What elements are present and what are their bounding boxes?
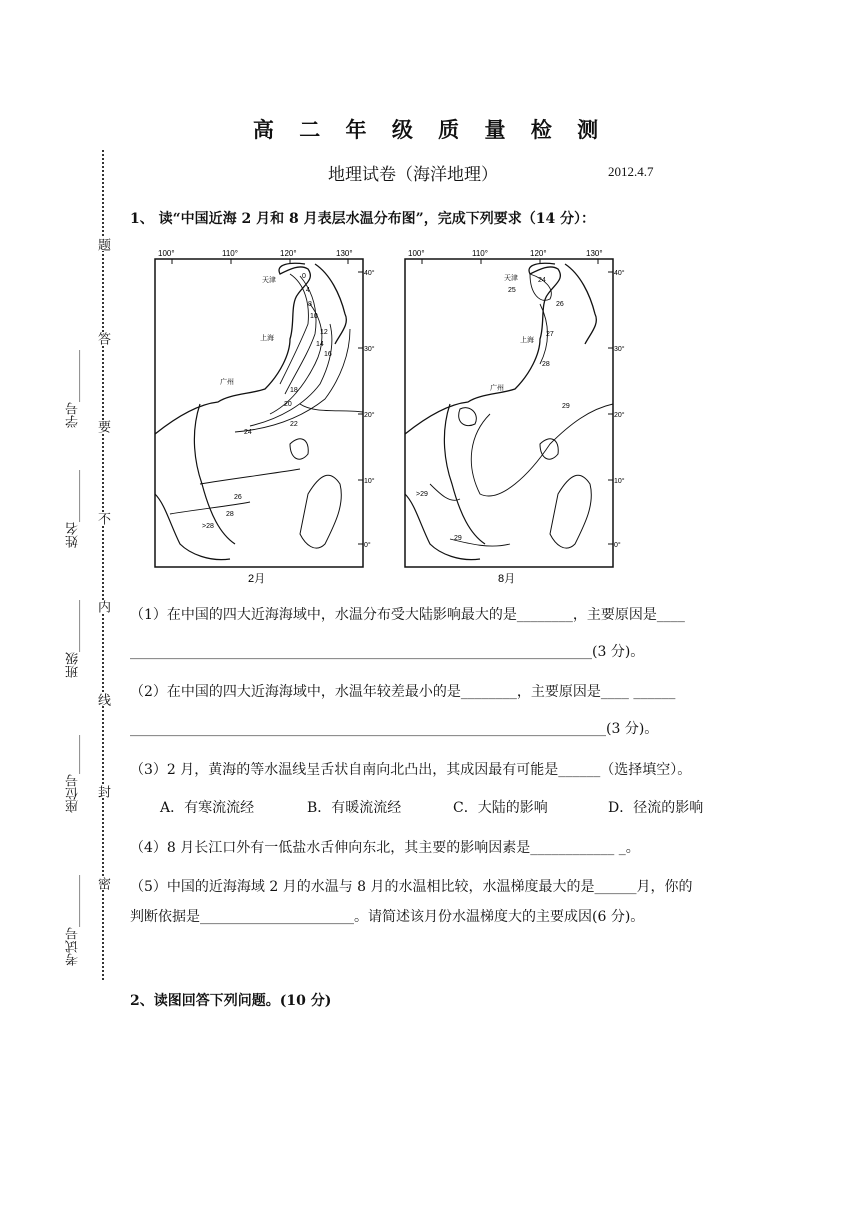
svg-text:26: 26: [234, 494, 242, 501]
svg-text:20°: 20°: [364, 412, 375, 419]
question-1-2-line-a: （2）在中国的四大近海海域中，水温年较差最小的是________，主要原因是____ ______: [130, 684, 676, 700]
question-1-2-line-b: ____________________________________________________________________(3 分)。: [130, 721, 659, 737]
lon-label: 120°: [280, 249, 297, 258]
lon-label: 100°: [158, 249, 175, 258]
option-b: B．有暖流流经: [307, 800, 402, 816]
svg-text:天津: 天津: [262, 277, 276, 284]
map-caption: 8月: [498, 573, 516, 585]
name-label: 姓名________: [66, 470, 81, 548]
svg-text:上海: 上海: [260, 335, 274, 342]
svg-text:30°: 30°: [364, 346, 375, 353]
option-c: C．大陆的影响: [453, 800, 548, 816]
class-label: 班级________: [66, 600, 81, 678]
lon-label: 120°: [530, 249, 547, 258]
exam-title: 高 二 年 级 质 量 检 测: [252, 117, 608, 142]
option-d: D．径流的影响: [608, 800, 704, 816]
svg-text:0°: 0°: [364, 542, 371, 549]
lon-label: 130°: [336, 249, 353, 258]
seal-char: 不: [95, 512, 110, 525]
svg-text:40°: 40°: [614, 270, 625, 277]
seal-char: 题: [95, 238, 110, 251]
svg-text:29: 29: [454, 535, 462, 542]
svg-text:18: 18: [290, 387, 298, 394]
svg-text:24: 24: [244, 429, 252, 436]
map-caption: 2月: [248, 573, 266, 585]
seal-char: 封: [95, 785, 110, 798]
exam-date: 2012.4.7: [608, 164, 654, 179]
exam-number-label: 考试号________: [66, 875, 81, 966]
svg-text:40°: 40°: [364, 270, 375, 277]
svg-text:30°: 30°: [614, 346, 625, 353]
seal-char: 答: [95, 332, 110, 345]
seat-number-label: 座位号______: [66, 735, 81, 813]
seal-char: 要: [95, 420, 110, 433]
binding-dotted-line: [102, 150, 104, 980]
question-1-1-line-a: （1）在中国的四大近海海域中，水温分布受大陆影响最大的是________，主要原因是____: [130, 607, 685, 623]
option-a: A．有寒流流经: [160, 800, 255, 816]
svg-text:12: 12: [320, 329, 328, 336]
seal-char: 线: [95, 693, 110, 706]
svg-text:25: 25: [508, 287, 516, 294]
svg-text:20°: 20°: [614, 412, 625, 419]
svg-text:29: 29: [562, 403, 570, 410]
lon-label: 100°: [408, 249, 425, 258]
map-february: [140, 244, 375, 585]
svg-text:10°: 10°: [364, 478, 375, 485]
lon-label: 110°: [472, 249, 488, 258]
question-1-heading: 1、 读“中国近海 2 月和 8 月表层水温分布图”，完成下列要求（14 分）：: [130, 211, 596, 227]
svg-text:22: 22: [290, 421, 298, 428]
svg-text:天津: 天津: [504, 275, 518, 282]
svg-text:上海: 上海: [520, 337, 534, 344]
svg-text:0°: 0°: [614, 542, 621, 549]
lon-label: 110°: [222, 249, 238, 258]
svg-text:26: 26: [556, 301, 564, 308]
svg-text:8: 8: [308, 301, 312, 308]
svg-text:10: 10: [310, 313, 318, 320]
question-1-5-line-a: （5）中国的近海海域 2 月的水温与 8 月的水温相比较，水温梯度最大的是______月，你的: [130, 879, 693, 895]
svg-text:10°: 10°: [614, 478, 625, 485]
svg-text:广州: 广州: [490, 385, 504, 392]
seal-char: 内: [95, 600, 110, 613]
svg-text:28: 28: [542, 361, 550, 368]
svg-text:24: 24: [538, 277, 546, 284]
lon-label: 130°: [586, 249, 603, 258]
svg-text:14: 14: [316, 341, 324, 348]
student-number-label: 学号________: [66, 350, 81, 428]
question-1-4: （4）8 月长江口外有一低盐水舌伸向东北，其主要的影响因素是____________ _。: [130, 840, 640, 856]
svg-text:20: 20: [284, 401, 292, 408]
exam-subtitle: 地理试卷（海洋地理）: [328, 165, 498, 185]
map-august: [390, 244, 630, 584]
question-1-5-line-b: 判断依据是______________________。请简述该月份水温梯度大的主要成因(6 分)。: [130, 909, 645, 925]
svg-text:>28: >28: [202, 523, 214, 530]
question-1-3: （3）2 月，黄海的等水温线呈舌状自南向北凸出，其成因最有可能是______（选择填空）。: [130, 762, 692, 778]
svg-text:0: 0: [302, 273, 306, 280]
svg-text:16: 16: [324, 351, 332, 358]
question-1-1-line-b: __________________________________________________________________(3 分)。: [130, 644, 645, 660]
svg-text:>29: >29: [416, 491, 428, 498]
svg-text:28: 28: [226, 511, 234, 518]
svg-text:27: 27: [546, 331, 554, 338]
svg-text:广州: 广州: [220, 379, 234, 386]
seal-char: 密: [95, 877, 110, 890]
question-2-heading: 2、读图回答下列问题。(10 分): [130, 993, 332, 1009]
svg-text:4: 4: [306, 287, 310, 294]
